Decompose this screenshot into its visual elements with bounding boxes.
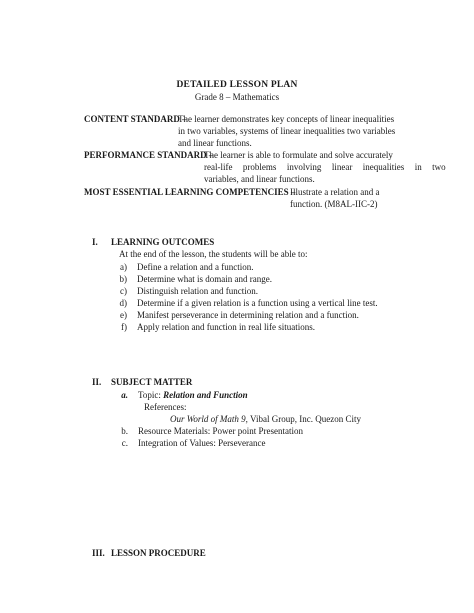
performance-standard-line: variables, and linear functions.: [204, 174, 315, 184]
content-standard-line: The learner demonstrates key concepts of linear inequalities: [178, 114, 395, 124]
section-intro: At the end of the lesson, the students will be able to:: [119, 249, 308, 259]
references-label: References:: [144, 402, 187, 412]
reference-book-title: Our World of Math 9,: [170, 414, 248, 424]
list-item: Manifest perseverance in determining relation and a function.: [137, 310, 359, 320]
competencies-line: Illustrate a relation and a: [290, 187, 380, 197]
page-subtitle: Grade 8 – Mathematics: [194, 92, 280, 102]
list-marker: a.: [121, 390, 128, 400]
list-item: Integration of Values: Perseverance: [138, 438, 266, 448]
list-marker: f): [121, 322, 127, 332]
performance-standard-line: real-life problems involving linear inequalities in two: [204, 162, 446, 172]
list-marker: a): [120, 262, 127, 272]
topic-value: Relation and Function: [163, 390, 248, 400]
topic-line: [138, 389, 248, 401]
list-marker: b.: [121, 426, 128, 436]
list-item: Distinguish relation and function.: [137, 286, 258, 296]
list-item: Determine if a given relation is a function using a vertical line test.: [137, 298, 378, 308]
reference-publisher: Vibal Group, Inc. Quezon City: [250, 414, 361, 424]
topic-prefix: Topic:: [138, 390, 161, 400]
list-item: Define a relation and a function.: [137, 262, 254, 272]
section-title: LESSON PROCEDURE: [111, 548, 206, 558]
page-title: DETAILED LESSON PLAN: [176, 80, 298, 90]
section-title: SUBJECT MATTER: [111, 377, 193, 387]
section-number: II.: [92, 377, 102, 387]
competencies-label: MOST ESSENTIAL LEARNING COMPETENCIES –: [84, 187, 296, 197]
content-standard-line: in two variables, systems of linear inequalities two variables: [178, 126, 396, 136]
performance-standard-line: The learner is able to formulate and solve accurately: [204, 150, 393, 160]
content-standard-label: CONTENT STANDARD –: [84, 114, 187, 124]
list-marker: c.: [121, 438, 128, 448]
list-item: Resource Materials: Power point Presentation: [138, 426, 303, 436]
competencies-line: function. (M8AL-IIC-2): [290, 199, 378, 209]
section-title: LEARNING OUTCOMES: [111, 237, 215, 247]
performance-standard-label: PERFORMANCE STANDARD –: [84, 150, 214, 160]
list-marker: d): [119, 298, 127, 308]
list-item: Apply relation and function in real life situations.: [137, 322, 315, 332]
reference-entry: [170, 413, 361, 425]
section-number: I.: [92, 237, 98, 247]
content-standard-line: and linear functions.: [178, 138, 252, 148]
list-marker: b): [119, 274, 127, 284]
list-item: Determine what is domain and range.: [137, 274, 272, 284]
list-marker: c): [120, 286, 127, 296]
list-marker: e): [120, 310, 127, 320]
section-number: III.: [92, 548, 105, 558]
